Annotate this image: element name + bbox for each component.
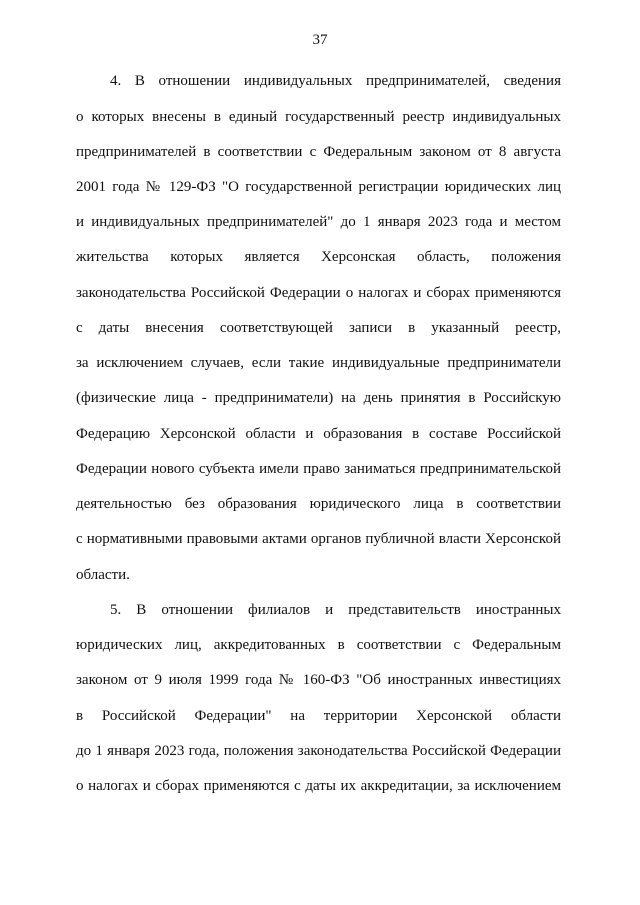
text-line: жительства которых является Херсонская область, положения [76,249,561,265]
page-number: 37 [312,32,328,48]
text-line: с нормативными правовыми актами органов публичной власти Херсонской [76,531,561,547]
text-line: за исключением случаев, если такие индивидуальные предприниматели [76,355,561,371]
text-line: предпринимателей в соответствии с Федеральным законом от 8 августа [76,144,561,160]
text-line: юридических лиц, аккредитованных в соответствии с Федеральным [76,637,561,653]
text-line: 2001 года № 129-ФЗ "О государственной регистрации юридических лиц [76,179,561,195]
text-line: о налогах и сборах применяются с даты их аккредитации, за исключением [76,778,561,794]
text-line: Федерацию Херсонской области и образования в составе Российской [76,426,561,442]
text-line: в Российской Федерации" на территории Херсонской области [76,708,561,724]
text-line: области. [76,567,130,583]
text-line: Федерации нового субъекта имели право заниматься предпринимательской [76,461,561,477]
text-line: 5. В отношении филиалов и представительств иностранных [110,602,561,618]
text-line: с даты внесения соответствующей записи в указанный реестр, [76,320,561,336]
text-line: до 1 января 2023 года, положения законодательства Российской Федерации [76,743,561,759]
text-line: 4. В отношении индивидуальных предпринимателей, сведения [110,73,561,89]
text-line: о которых внесены в единый государственный реестр индивидуальных [76,109,561,125]
text-line: законом от 9 июля 1999 года № 160-ФЗ "Об иностранных инвестициях [76,672,561,688]
text-line: и индивидуальных предпринимателей" до 1 января 2023 года и местом [76,214,561,230]
text-line: деятельностью без образования юридического лица в соответствии [76,496,561,512]
text-line: законодательства Российской Федерации о налогах и сборах применяются [76,285,561,301]
text-line: (физические лица - предприниматели) на день принятия в Российскую [76,390,561,406]
